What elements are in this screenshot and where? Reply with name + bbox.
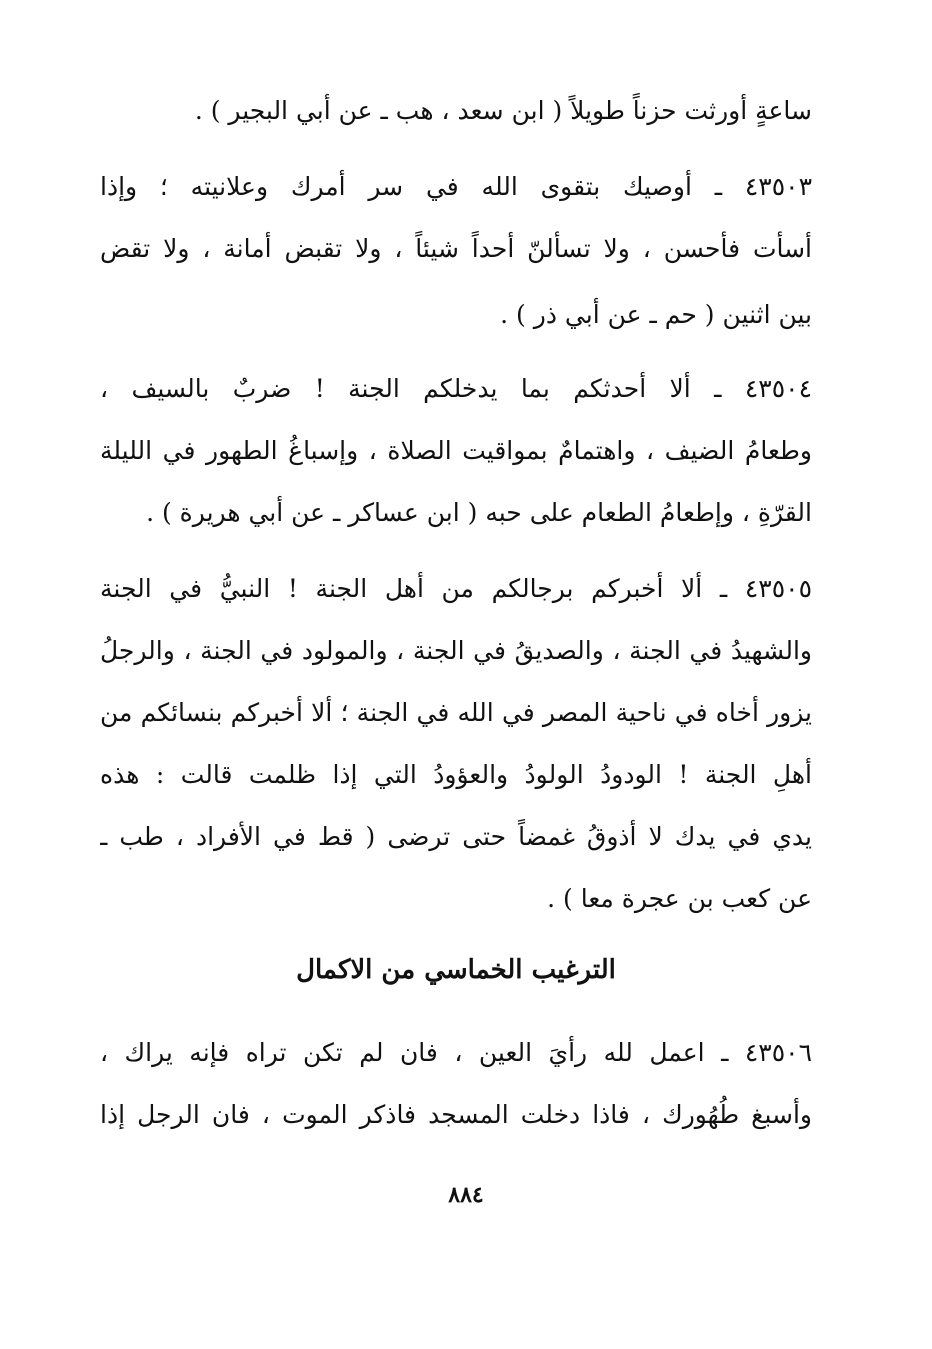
hadith-4304-line-2: وطعامُ الضيف ، واهتمامٌ بمواقيت الصلاة ، وإسباغُ الطهور في الليلة [100,436,812,465]
hadith-4306-line-1: ٤٣٥٠٦ ـ اعمل لله رأيَ العين ، فان لم تكن تراه فإنه يراك ، [100,1038,812,1067]
page-number: ٨٨٤ [448,1182,484,1208]
hadith-4305-line-5: يدي في يدك لا أذوقُ غمضاً حتى ترضى ( قط في الأفراد ، طب ـ [100,822,812,851]
hadith-4303-line-3: بين اثنين ( حم ـ عن أبي ذر ) . [500,300,812,329]
hadith-4303-line-2: أسأت فأحسن ، ولا تسألنّ أحداً شيئاً ، ولا تقبض أمانة ، ولا تقض [100,234,812,263]
hadith-4304-line-1: ٤٣٥٠٤ ـ ألا أحدثكم بما يدخلكم الجنة ! ضربٌ بالسيف ، [100,374,812,403]
hadith-4305-line-3: يزور أخاه في ناحية المصر في الله في الجنة ؛ ألا أخبركم بنسائكم من [100,698,812,727]
section-heading: الترغيب الخماسي من الاكمال [296,955,616,985]
hadith-4306-line-2: وأسبغ طُهُورك ، فاذا دخلت المسجد فاذكر الموت ، فان الرجل إذا [100,1100,812,1129]
hadith-4305-line-1: ٤٣٥٠٥ ـ ألا أخبركم برجالكم من أهل الجنة ! النبيُّ في الجنة [100,574,812,603]
hadith-4303-line-1: ٤٣٥٠٣ ـ أوصيك بتقوى الله في سر أمرك وعلانيته ؛ وإذا [100,172,812,201]
hadith-4305-line-2: والشهيدُ في الجنة ، والصديقُ في الجنة ، والمولود في الجنة ، والرجلُ [100,636,812,665]
hadith-4305-line-6: عن كعب بن عجرة معا ) . [547,884,812,913]
hadith-4304-line-3: القرّةِ ، وإطعامُ الطعام على حبه ( ابن عساكر ـ عن أبي هريرة ) . [146,498,812,527]
hadith-4305-line-4: أهلِ الجنة ! الودودُ الولودُ والعؤودُ التي إذا ظلمت قالت : هذه [100,760,812,789]
text-line-1: ساعةٍ أورثت حزناً طويلاً ( ابن سعد ، هب ـ عن أبي البجير ) . [194,96,812,125]
